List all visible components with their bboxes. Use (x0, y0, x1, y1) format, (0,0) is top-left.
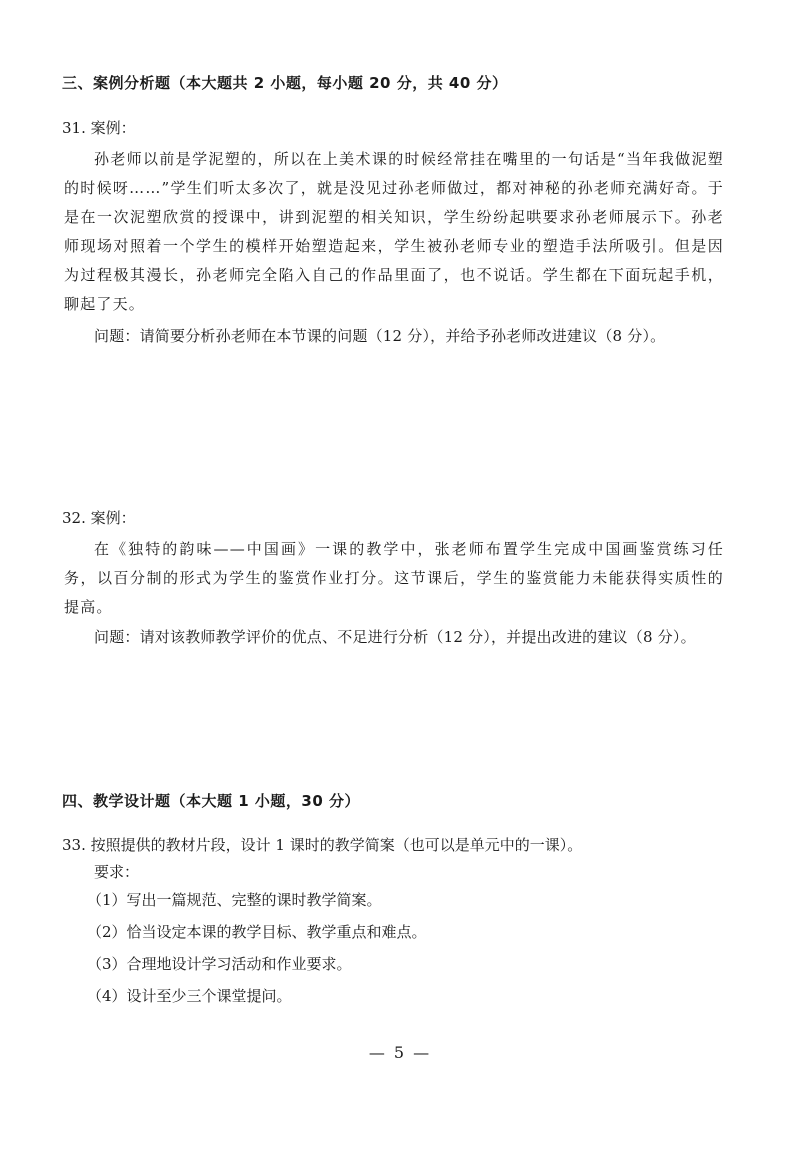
section-4-title: 四、教学设计题（本大题 1 小题，30 分） (62, 792, 360, 810)
q31-question: 问题：请简要分析孙老师在本节课的问题（12 分），并给予孙老师改进建议（8 分）。 (94, 327, 666, 345)
q32-case-text: 在《独特的韵味——中国画》一课的教学中，张老师布置学生完成中国画鉴赏练习任务，以百分制的形式为学生的鉴赏作业打分。这节课后，学生的鉴赏能力未能获得实质性的提高。 (64, 540, 724, 616)
page-number: — 5 — (368, 1043, 432, 1062)
q33-requirement-2: （2）恰当设定本课的教学目标、教学重点和难点。 (87, 923, 427, 941)
q33-requirement-4: （4）设计至少三个课堂提问。 (87, 987, 292, 1005)
q33-requirement-3: （3）合理地设计学习活动和作业要求。 (87, 955, 352, 973)
q32-question: 问题：请对该教师教学评价的优点、不足进行分析（12 分），并提出改进的建议（8 分）。 (94, 628, 696, 646)
q31-number: 31. 案例： (62, 119, 136, 137)
section-3-title: 三、案例分析题（本大题共 2 小题，每小题 20 分，共 40 分） (62, 74, 508, 92)
q31-case-text: 孙老师以前是学泥塑的，所以在上美术课的时候经常挂在嘴里的一句话是“当年我做泥塑的时候呀……”学生们听太多次了，就是没见过孙老师做过，都对神秘的孙老师充满好奇。于是在一次泥塑欣赏的授课中，讲到泥塑的相关知识，学生纷纷起哄要求孙老师展示下。孙老师现场对照着一个学生的模样开始塑造起来，学生被孙老师专业的塑造手法所吸引。但是因为过程极其漫长，孙老师完全陷入自己的作品里面了，也不说话。学生都在下面玩起手机，聊起了天。 (64, 150, 724, 313)
q33-requirement-1: （1）写出一篇规范、完整的课时教学简案。 (87, 891, 382, 909)
q32-number: 32. 案例： (62, 509, 136, 527)
q33-stem: 33. 按照提供的教材片段，设计 1 课时的教学简案（也可以是单元中的一课）。 (62, 836, 583, 854)
q33-requirements-label: 要求： (94, 863, 140, 881)
